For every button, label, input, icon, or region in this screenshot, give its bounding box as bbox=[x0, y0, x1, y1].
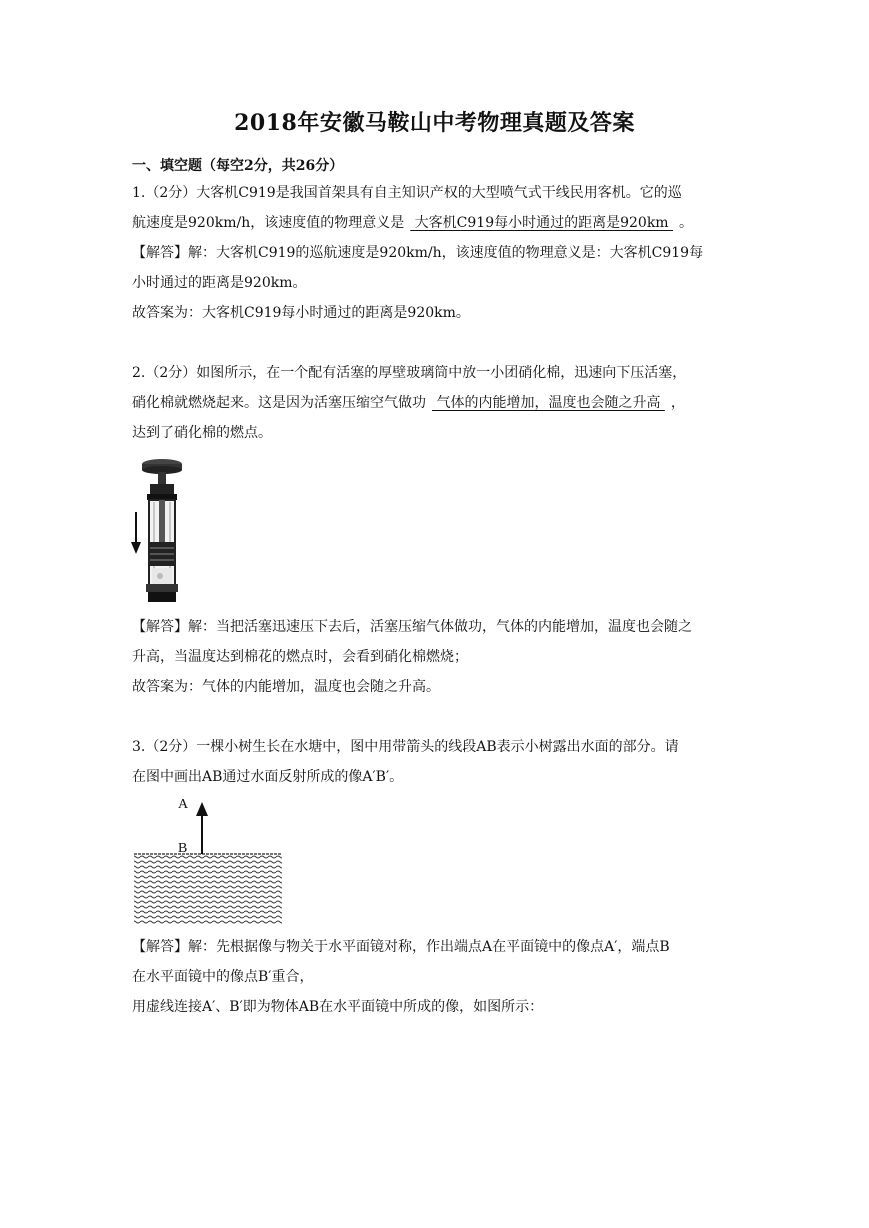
q2-answer: 气体的内能增加，温度也会随之升高 bbox=[432, 395, 665, 411]
q3-line-1: 3.（2分）一棵小树生长在水塘中，图中用带箭头的线段AB表示小树露出水面的部分。请 bbox=[132, 739, 679, 755]
question-2-solution bbox=[132, 612, 742, 702]
q1-solution-line-1: 【解答】解：大客机C919的巡航速度是920km/h，该速度值的物理意义是：大客机C919每 bbox=[132, 245, 704, 261]
document-title: 2018年安徽马鞍山中考物理真题及答案 bbox=[234, 110, 635, 136]
q1-solution-line-2: 小时通过的距离是920km。 bbox=[132, 275, 307, 291]
q2-solution-line-1: 【解答】解：当把活塞迅速压下去后，活塞压缩气体做功，气体的内能增加，温度也会随之 bbox=[132, 619, 692, 635]
q1-final-answer: 故答案为：大客机C919每小时通过的距离是920km。 bbox=[132, 305, 470, 321]
q2-line-2-pre: 硝化棉就燃烧起来。这是因为活塞压缩空气做功 bbox=[132, 395, 426, 411]
q2-line-2-post: ， bbox=[670, 395, 685, 411]
q1-line-1: 1.（2分）大客机C919是我国首架具有自主知识产权的大型喷气式干线民用客机。它的巡 bbox=[132, 185, 682, 201]
q1-answer: 大客机C919每小时通过的距离是920km bbox=[410, 215, 674, 231]
question-2 bbox=[132, 358, 742, 448]
q1-line-2 bbox=[132, 208, 742, 238]
q2-line-1: 2.（2分）如图所示，在一个配有活塞的厚壁玻璃筒中放一小团硝化棉，迅速向下压活塞， bbox=[132, 365, 687, 381]
q1-line-2-post: 。 bbox=[679, 215, 694, 231]
tree-water-figure bbox=[132, 794, 284, 926]
q2-line-3: 达到了硝化棉的燃点。 bbox=[132, 425, 272, 441]
q3-solution-line-3: 用虚线连接A′、B′即为物体AB在水平面镜中所成的像，如图所示： bbox=[132, 999, 544, 1015]
label-b: B bbox=[178, 841, 188, 856]
question-1 bbox=[132, 178, 742, 328]
q1-line-2-pre: 航速度是920km/h，该速度值的物理意义是 bbox=[132, 215, 405, 231]
section-heading: 一、填空题（每空2分，共26分） bbox=[132, 158, 344, 174]
piston-cylinder-figure bbox=[130, 456, 190, 606]
q3-line-2: 在图中画出AB通过水面反射所成的像A′B′。 bbox=[132, 769, 404, 785]
q3-solution-line-2: 在水平面镜中的像点B′重合， bbox=[132, 969, 314, 985]
question-3 bbox=[132, 732, 742, 792]
label-a: A bbox=[178, 797, 189, 812]
q2-solution-line-2: 升高，当温度达到棉花的燃点时，会看到硝化棉燃烧； bbox=[132, 649, 468, 665]
q2-line-2 bbox=[132, 388, 742, 418]
q2-final-answer: 故答案为：气体的内能增加，温度也会随之升高。 bbox=[132, 679, 440, 695]
question-3-solution bbox=[132, 932, 742, 1022]
q3-solution-line-1: 【解答】解：先根据像与物关于水平面镜对称，作出端点A在平面镜中的像点A′，端点B bbox=[132, 939, 670, 955]
